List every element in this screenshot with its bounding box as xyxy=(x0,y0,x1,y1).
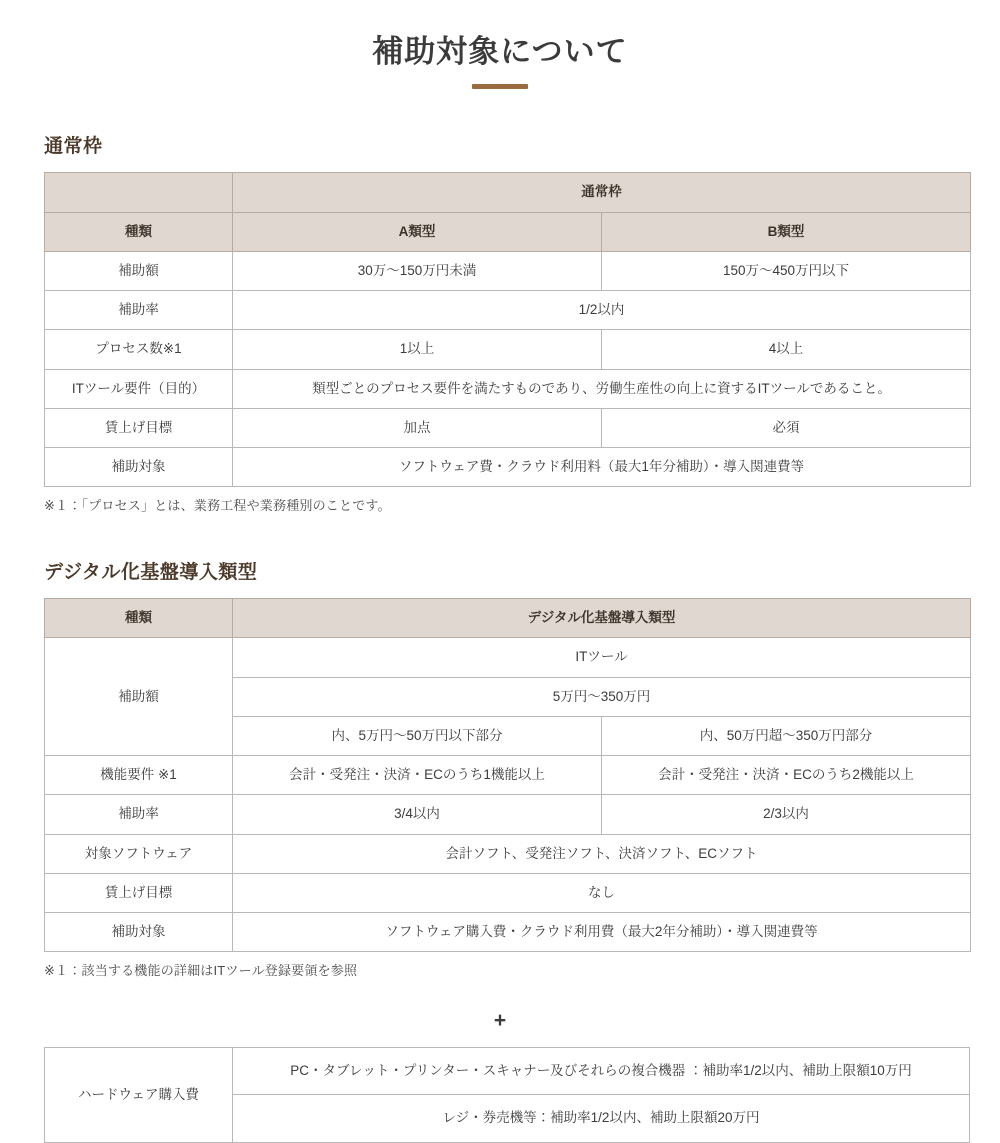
table-row xyxy=(45,448,971,487)
table-row xyxy=(45,369,971,408)
table-row xyxy=(45,599,971,638)
footnote-normal-frame: ※１：「プロセス」とは、業務工程や業務種別のことです。 xyxy=(44,498,391,514)
page-title: 補助対象について xyxy=(372,34,628,69)
row-label-amount: 補助額 xyxy=(45,638,233,756)
page-title-block xyxy=(0,0,1000,89)
column-header-type: 種類 xyxy=(45,212,233,251)
table-row xyxy=(45,873,971,912)
row-value-a: 3/4以内 xyxy=(233,795,602,834)
row-value-a: 加点 xyxy=(233,408,602,447)
row-value-b: 4以上 xyxy=(602,330,971,369)
title-underline-rule xyxy=(472,84,528,89)
row-label: 補助額 xyxy=(45,251,233,290)
row-value-b: 2/3以内 xyxy=(602,795,971,834)
row-value-span: 会計ソフト、受発注ソフト、決済ソフト、ECソフト xyxy=(233,834,971,873)
row-value-span: ソフトウェア費・クラウド利用料（最大1年分補助）・導入関連費等 xyxy=(233,448,971,487)
table-row xyxy=(45,330,971,369)
row-label-hardware: ハードウェア購入費 xyxy=(45,1048,233,1143)
row-label: プロセス数※1 xyxy=(45,330,233,369)
row-value-a: 会計・受発注・決済・ECのうち1機能以上 xyxy=(233,756,602,795)
row-value-b: 150万～450万円以下 xyxy=(602,251,971,290)
row-label: 対象ソフトウェア xyxy=(45,834,233,873)
digital-base-table xyxy=(44,598,971,952)
normal-frame-table-wrap xyxy=(0,172,1000,487)
row-value-span: なし xyxy=(233,873,971,912)
row-label: 賃上げ目標 xyxy=(45,408,233,447)
corner-blank-cell xyxy=(45,173,233,212)
row-value-b: 必須 xyxy=(602,408,971,447)
table-row xyxy=(45,638,971,677)
amount-row-portion-a: 内、5万円～50万円以下部分 xyxy=(233,716,602,755)
hardware-value-register: レジ・券売機等：補助率1/2以内、補助上限額20万円 xyxy=(233,1095,970,1142)
digital-base-table-wrap xyxy=(0,598,1000,952)
column-header-type-b: B類型 xyxy=(602,212,971,251)
row-label: 機能要件 ※1 xyxy=(45,756,233,795)
row-value-b: 会計・受発注・決済・ECのうち2機能以上 xyxy=(602,756,971,795)
amount-row-portion-b: 内、50万円超～350万円部分 xyxy=(602,716,971,755)
row-label: 賃上げ目標 xyxy=(45,873,233,912)
row-value-a: 30万～150万円未満 xyxy=(233,251,602,290)
row-label: 補助率 xyxy=(45,291,233,330)
hardware-table xyxy=(44,1047,970,1143)
table-row xyxy=(45,408,971,447)
amount-row-tool: ITツール xyxy=(233,638,971,677)
row-label: 補助率 xyxy=(45,795,233,834)
table-row xyxy=(45,173,971,212)
table-row xyxy=(45,795,971,834)
table-row xyxy=(45,913,971,952)
row-value-span: 類型ごとのプロセス要件を満たすものであり、労働生産性の向上に資するITツールであること。 xyxy=(233,369,971,408)
column-header-type-a: A類型 xyxy=(233,212,602,251)
hardware-value-devices: PC・タブレット・プリンター・スキャナー及びそれらの複合機器 ：補助率1/2以内、補助上限額10万円 xyxy=(233,1048,970,1095)
row-value-span: ソフトウェア購入費・クラウド利用費（最大2年分補助）・導入関連費等 xyxy=(233,913,971,952)
table-row xyxy=(45,834,971,873)
footnote-digital-base: ※１：該当する機能の詳細はITツール登録要領を参照 xyxy=(44,963,358,979)
column-header-type: 種類 xyxy=(45,599,233,638)
row-value-span: 1/2以内 xyxy=(233,291,971,330)
hardware-table-wrap xyxy=(0,1047,1000,1143)
normal-frame-table xyxy=(44,172,971,487)
plus-separator: + xyxy=(493,1009,507,1033)
section-heading-normal-frame: 通常枠 xyxy=(44,136,103,158)
group-header-normal-frame: 通常枠 xyxy=(233,173,971,212)
row-label: 補助対象 xyxy=(45,448,233,487)
row-value-a: 1以上 xyxy=(233,330,602,369)
table-row xyxy=(45,212,971,251)
section-heading-digital-base: デジタル化基盤導入類型 xyxy=(44,562,258,584)
table-row xyxy=(45,756,971,795)
table-row xyxy=(45,291,971,330)
amount-row-range: 5万円～350万円 xyxy=(233,677,971,716)
group-header-digital-base: デジタル化基盤導入類型 xyxy=(233,599,971,638)
row-label: 補助対象 xyxy=(45,913,233,952)
row-label: ITツール要件（目的） xyxy=(45,369,233,408)
table-row xyxy=(45,1048,970,1095)
table-row xyxy=(45,251,971,290)
